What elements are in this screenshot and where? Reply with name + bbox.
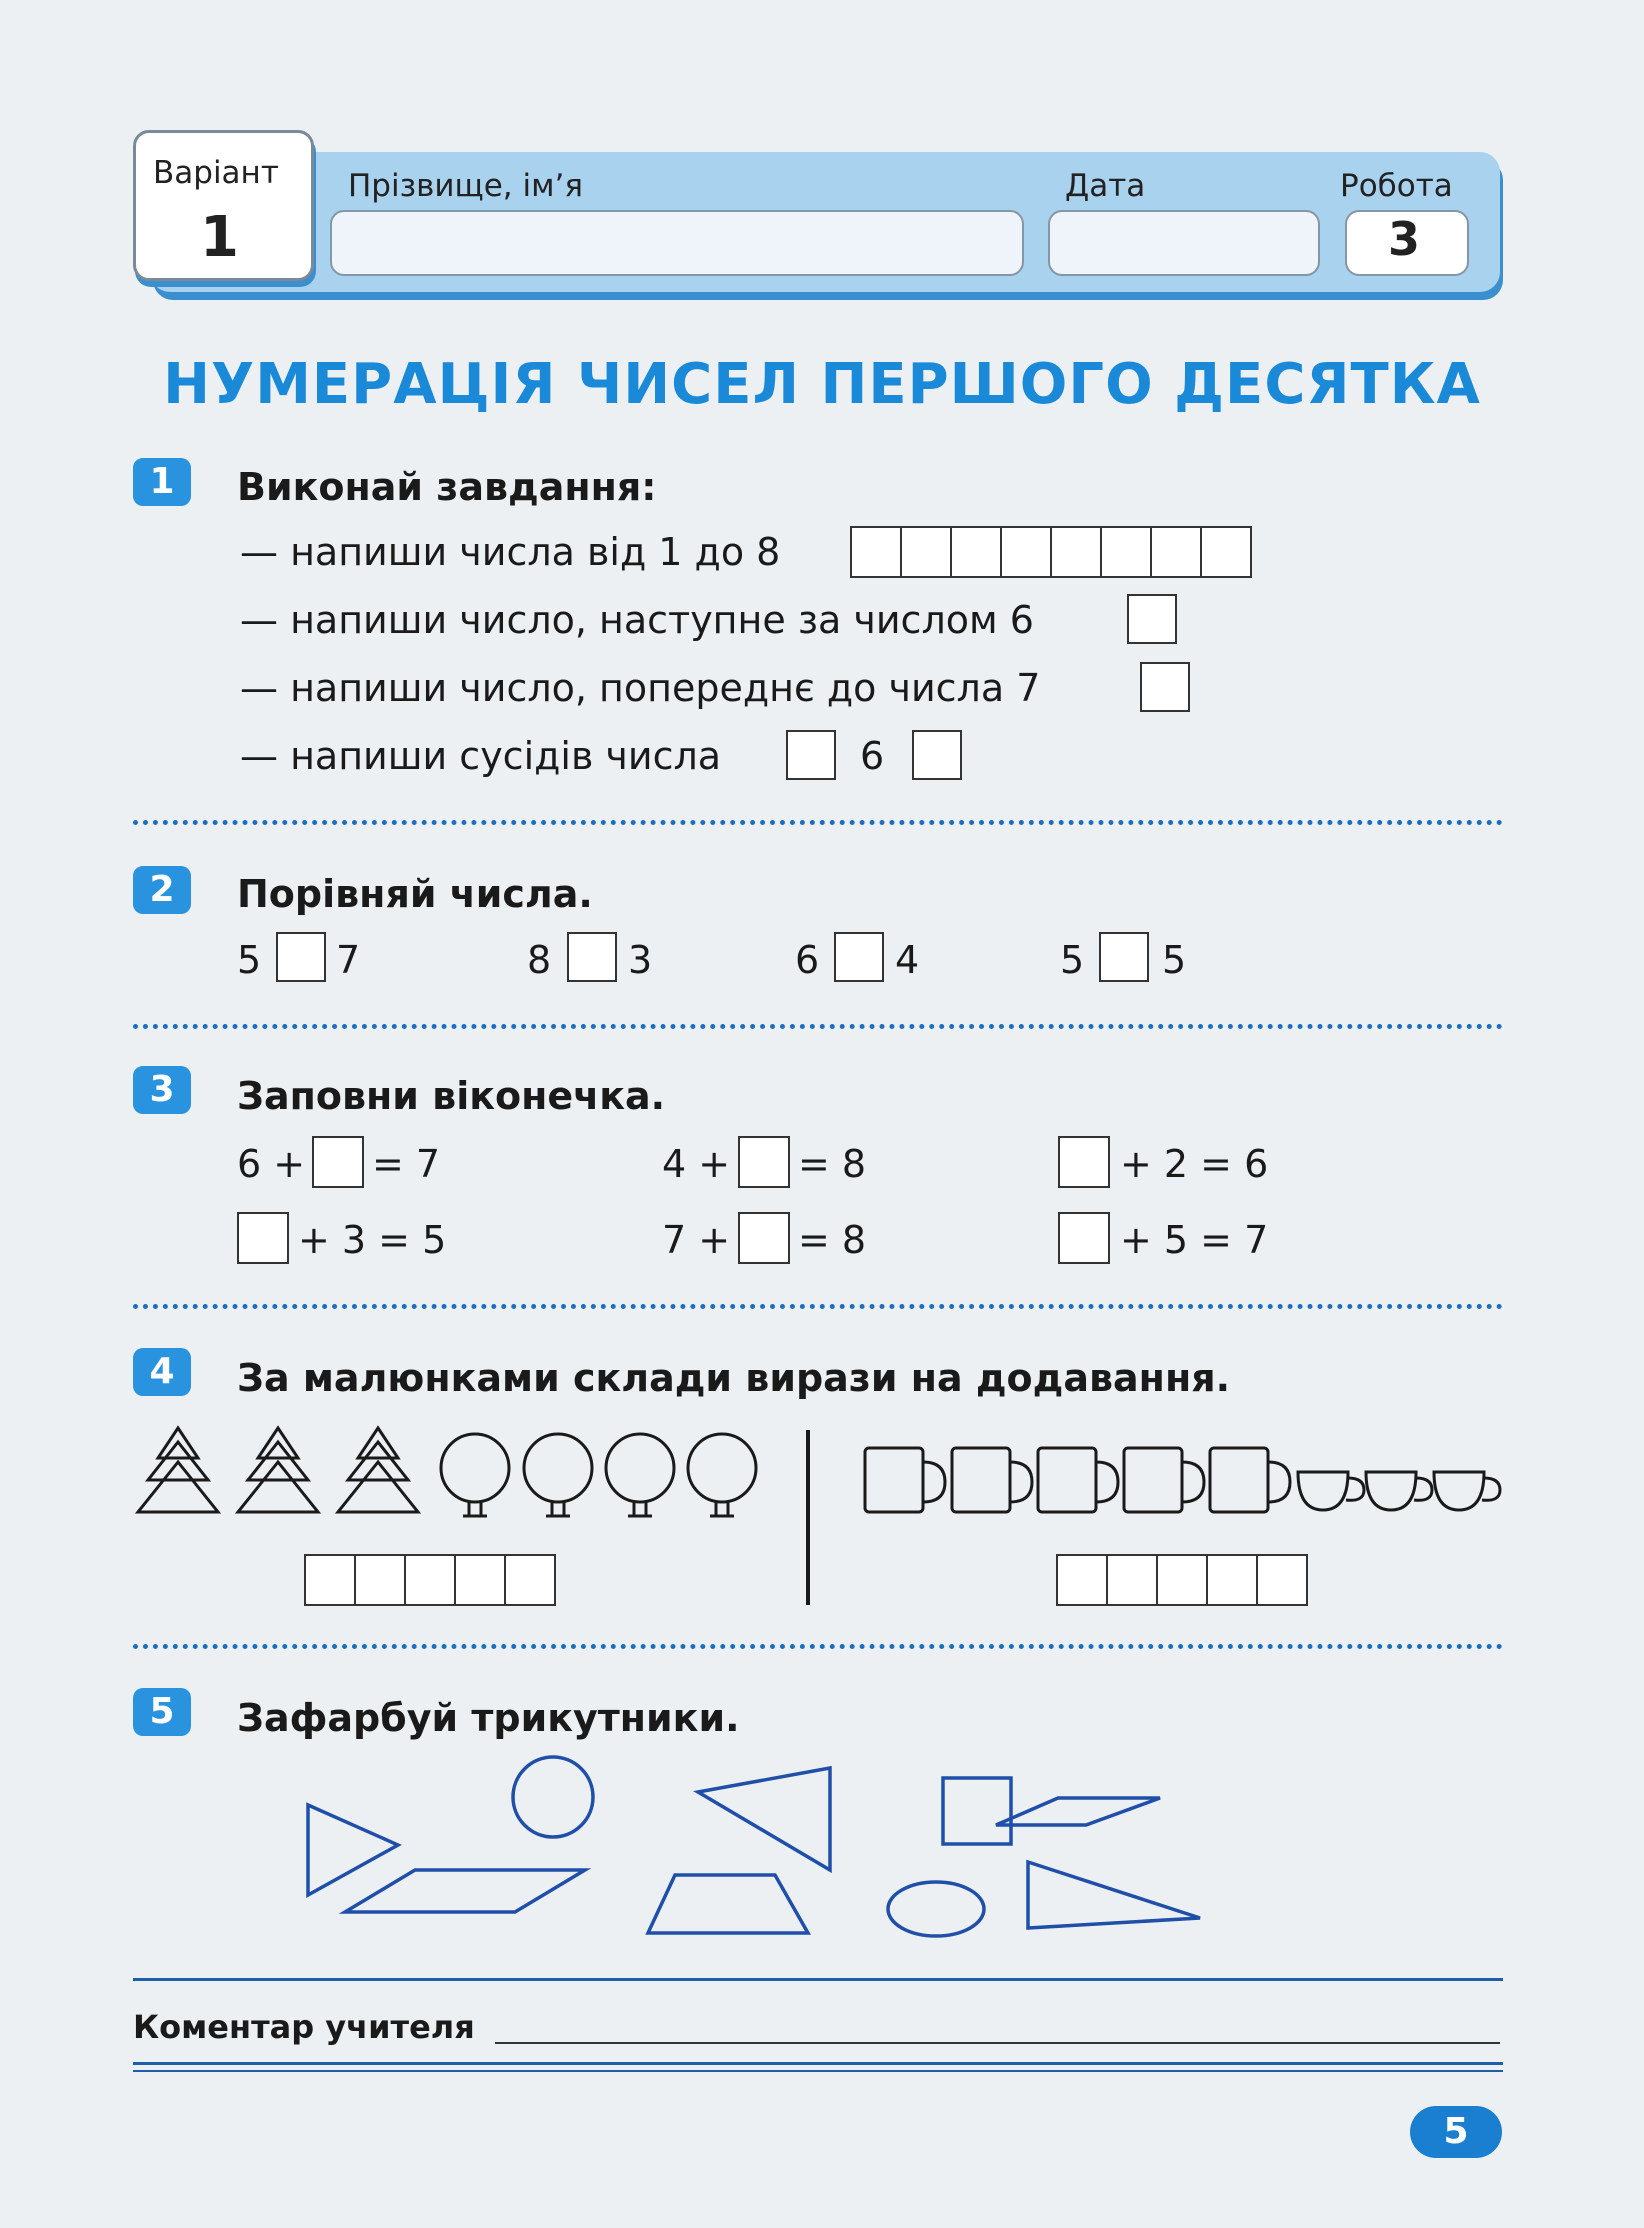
compare-3-a: 6 <box>795 938 820 982</box>
variant-value: 1 <box>200 205 239 270</box>
eq-2-box[interactable] <box>738 1136 790 1188</box>
round-tree-icon <box>441 1434 509 1516</box>
compare-1-a: 5 <box>237 938 262 982</box>
task-5-badge: 5 <box>133 1688 191 1736</box>
task-2-title: Порівняй числа. <box>237 872 593 916</box>
compare-1-box[interactable] <box>276 932 326 982</box>
cup-icon <box>1366 1472 1432 1510</box>
comment-label: Коментар учителя <box>133 2008 475 2046</box>
page-number: 5 <box>1410 2106 1502 2158</box>
mug-icon <box>952 1448 1032 1512</box>
task-1-title: Виконай завдання: <box>237 465 657 509</box>
eq-6-box[interactable] <box>1058 1212 1110 1264</box>
task-1-line-3: — напиши число, попереднє до числа 7 <box>240 666 1041 710</box>
compare-2-a: 8 <box>527 938 552 982</box>
mug-icon <box>1210 1448 1290 1512</box>
mug-icon <box>1124 1448 1204 1512</box>
eq-2-right: = 8 <box>798 1142 867 1186</box>
eq-2-left: 4 + <box>662 1142 731 1186</box>
round-tree-icon <box>688 1434 756 1516</box>
task-1-answer-neighbor-left[interactable] <box>786 730 836 780</box>
eq-3-right: + 2 = 6 <box>1120 1142 1269 1186</box>
compare-2-b: 3 <box>628 938 653 982</box>
fir-tree-icon <box>138 1428 218 1512</box>
triangle-shape[interactable] <box>1028 1862 1200 1928</box>
parallelogram-shape[interactable] <box>345 1870 585 1912</box>
date-field[interactable] <box>1048 210 1320 276</box>
fir-tree-icon <box>238 1428 318 1512</box>
mug-icon <box>865 1448 945 1512</box>
eq-5-left: 7 + <box>662 1218 731 1262</box>
comment-line[interactable] <box>495 2042 1500 2044</box>
task-3-badge: 3 <box>133 1066 191 1114</box>
task-1-answer-previous[interactable] <box>1140 662 1190 712</box>
compare-1-b: 7 <box>336 938 361 982</box>
circle-shape[interactable] <box>513 1757 593 1837</box>
compare-3-box[interactable] <box>834 932 884 982</box>
footer-rule-top <box>133 1978 1503 1981</box>
trapezoid-shape[interactable] <box>648 1875 808 1933</box>
name-label: Прізвище, ім’я <box>348 168 583 204</box>
divider <box>133 1644 1503 1649</box>
footer-rule-bottom-2 <box>133 2070 1503 2072</box>
fir-tree-icon <box>338 1428 418 1512</box>
date-label: Дата <box>1065 168 1146 204</box>
square-shape[interactable] <box>943 1778 1011 1844</box>
task-1-line-2: — напиши число, наступне за числом 6 <box>240 598 1034 642</box>
divider <box>133 820 1503 825</box>
parallelogram-shape[interactable] <box>996 1798 1160 1825</box>
task-4-answer-cells-right[interactable] <box>1058 1554 1308 1606</box>
compare-4-b: 5 <box>1162 938 1187 982</box>
task-1-line-4: — напиши сусідів числа <box>240 734 722 778</box>
eq-5-right: = 8 <box>798 1218 867 1262</box>
page-title: НУМЕРАЦІЯ ЧИСЕЛ ПЕРШОГО ДЕСЯТКА <box>163 352 1481 417</box>
compare-4-a: 5 <box>1060 938 1085 982</box>
task-2-badge: 2 <box>133 866 191 914</box>
compare-2-box[interactable] <box>567 932 617 982</box>
task-4-badge: 4 <box>133 1348 191 1396</box>
eq-1-right: = 7 <box>372 1142 441 1186</box>
round-tree-icon <box>606 1434 674 1516</box>
round-tree-icon <box>524 1434 592 1516</box>
divider <box>133 1024 1503 1029</box>
task-5-title: Зафарбуй трикутники. <box>237 1696 740 1740</box>
cup-icon <box>1298 1472 1364 1510</box>
task-1-answer-cells-1-8[interactable] <box>852 526 1252 578</box>
compare-4-box[interactable] <box>1099 932 1149 982</box>
eq-5-box[interactable] <box>738 1212 790 1264</box>
divider <box>133 1304 1503 1309</box>
triangle-shape[interactable] <box>308 1805 398 1895</box>
variant-label: Варіант <box>153 155 279 191</box>
name-field[interactable] <box>330 210 1024 276</box>
task-1-line-1: — напиши числа від 1 до 8 <box>240 530 781 574</box>
mug-icon <box>1038 1448 1118 1512</box>
footer-rule-bottom <box>133 2062 1503 2065</box>
task-3-title: Заповни віконечка. <box>237 1074 666 1118</box>
task-1-neighbor-number: 6 <box>860 734 885 778</box>
compare-3-b: 4 <box>895 938 920 982</box>
eq-1-left: 6 + <box>237 1142 306 1186</box>
eq-1-box[interactable] <box>312 1136 364 1188</box>
task-1-badge: 1 <box>133 458 191 506</box>
work-label: Робота <box>1340 168 1453 204</box>
eq-4-right: + 3 = 5 <box>298 1218 447 1262</box>
task-1-answer-neighbor-right[interactable] <box>912 730 962 780</box>
eq-6-right: + 5 = 7 <box>1120 1218 1269 1262</box>
triangle-shape[interactable] <box>698 1768 830 1870</box>
cup-icon <box>1434 1472 1500 1510</box>
task-5-shapes <box>290 1750 1350 1960</box>
ellipse-shape[interactable] <box>888 1882 984 1936</box>
eq-4-box[interactable] <box>237 1212 289 1264</box>
task-1-answer-next[interactable] <box>1127 594 1177 644</box>
work-value: 3 <box>1388 212 1421 266</box>
eq-3-box[interactable] <box>1058 1136 1110 1188</box>
task-4-answer-cells-left[interactable] <box>306 1554 556 1606</box>
task-4-title: За малюнками склади вирази на додавання. <box>237 1356 1231 1400</box>
